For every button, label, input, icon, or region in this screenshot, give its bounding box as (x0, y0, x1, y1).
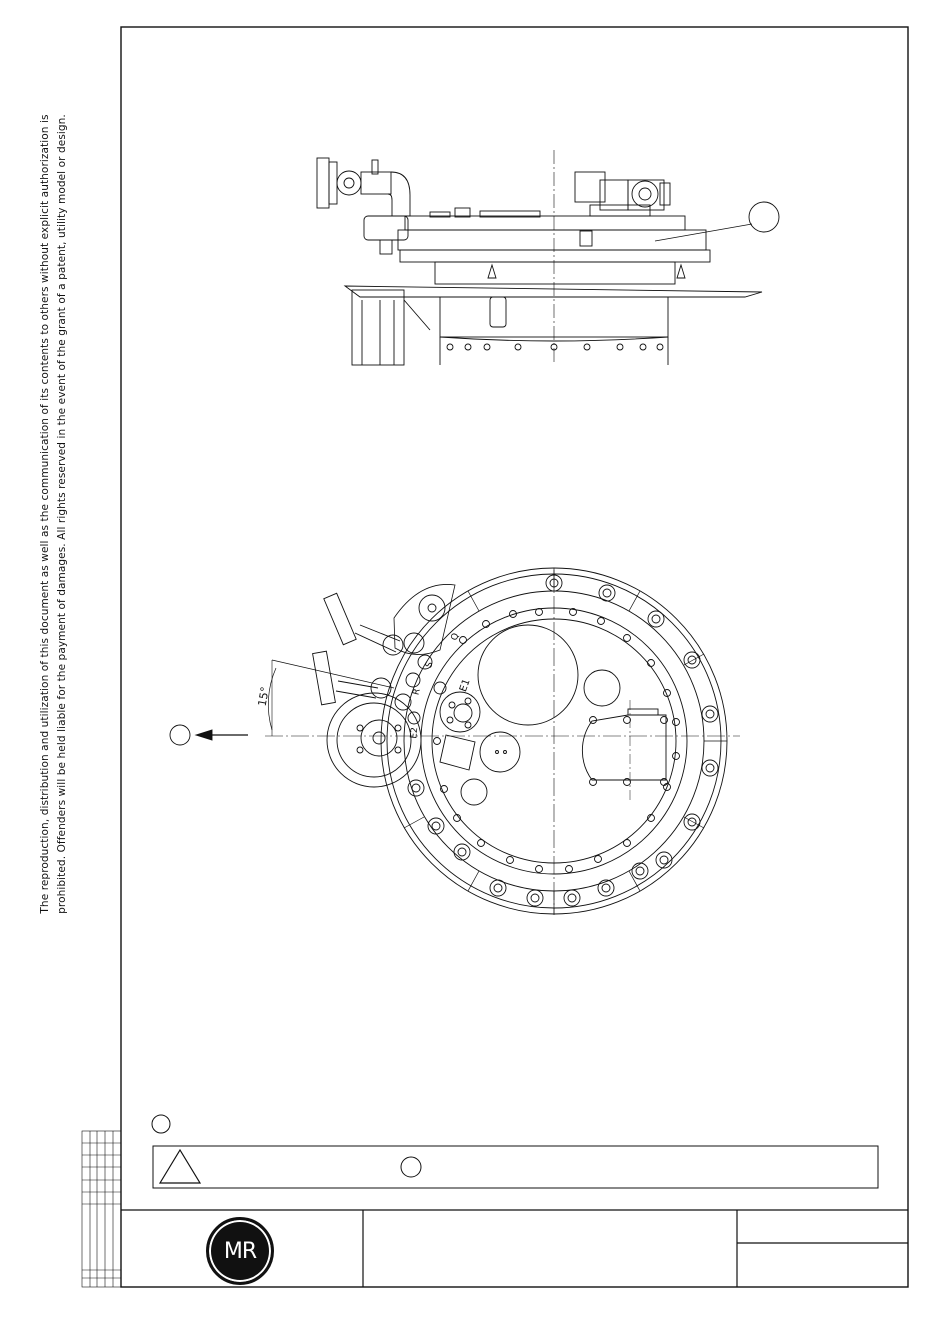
mount-label-e1: E1 (458, 677, 473, 694)
port-label-e2: E2 (409, 726, 421, 740)
main-opening (478, 625, 578, 725)
mr-logo (206, 1217, 274, 1285)
note-box (152, 1115, 878, 1188)
side-view (317, 150, 779, 365)
note-item-bubble (401, 1157, 421, 1177)
port-label-r: R (411, 687, 423, 697)
copyright-line-2: prohibited. Offenders will be held liable for the payment of damages. All rights reserved in the event of the grant of a patent, utility model or design. (56, 114, 68, 914)
side-view-item-bubble (749, 202, 779, 232)
copyright-line-1: The reproduction, distribution and utilization of this document as well as the communication of its contents to others without explicit authorization is (39, 114, 51, 914)
revision-table (82, 1131, 121, 1287)
view-direction-bubble (170, 725, 190, 745)
top-view (170, 568, 740, 915)
note-reference-bubble (152, 1115, 170, 1133)
outer-bolt-ring (408, 575, 718, 906)
port-label-q: Q (449, 631, 462, 643)
logo-text: MR (223, 1238, 257, 1264)
angle-dimension-label: 15° (255, 685, 272, 708)
warning-triangle-icon (160, 1150, 200, 1183)
port-label-s: S (424, 660, 436, 670)
side-bolt-row (447, 344, 663, 350)
